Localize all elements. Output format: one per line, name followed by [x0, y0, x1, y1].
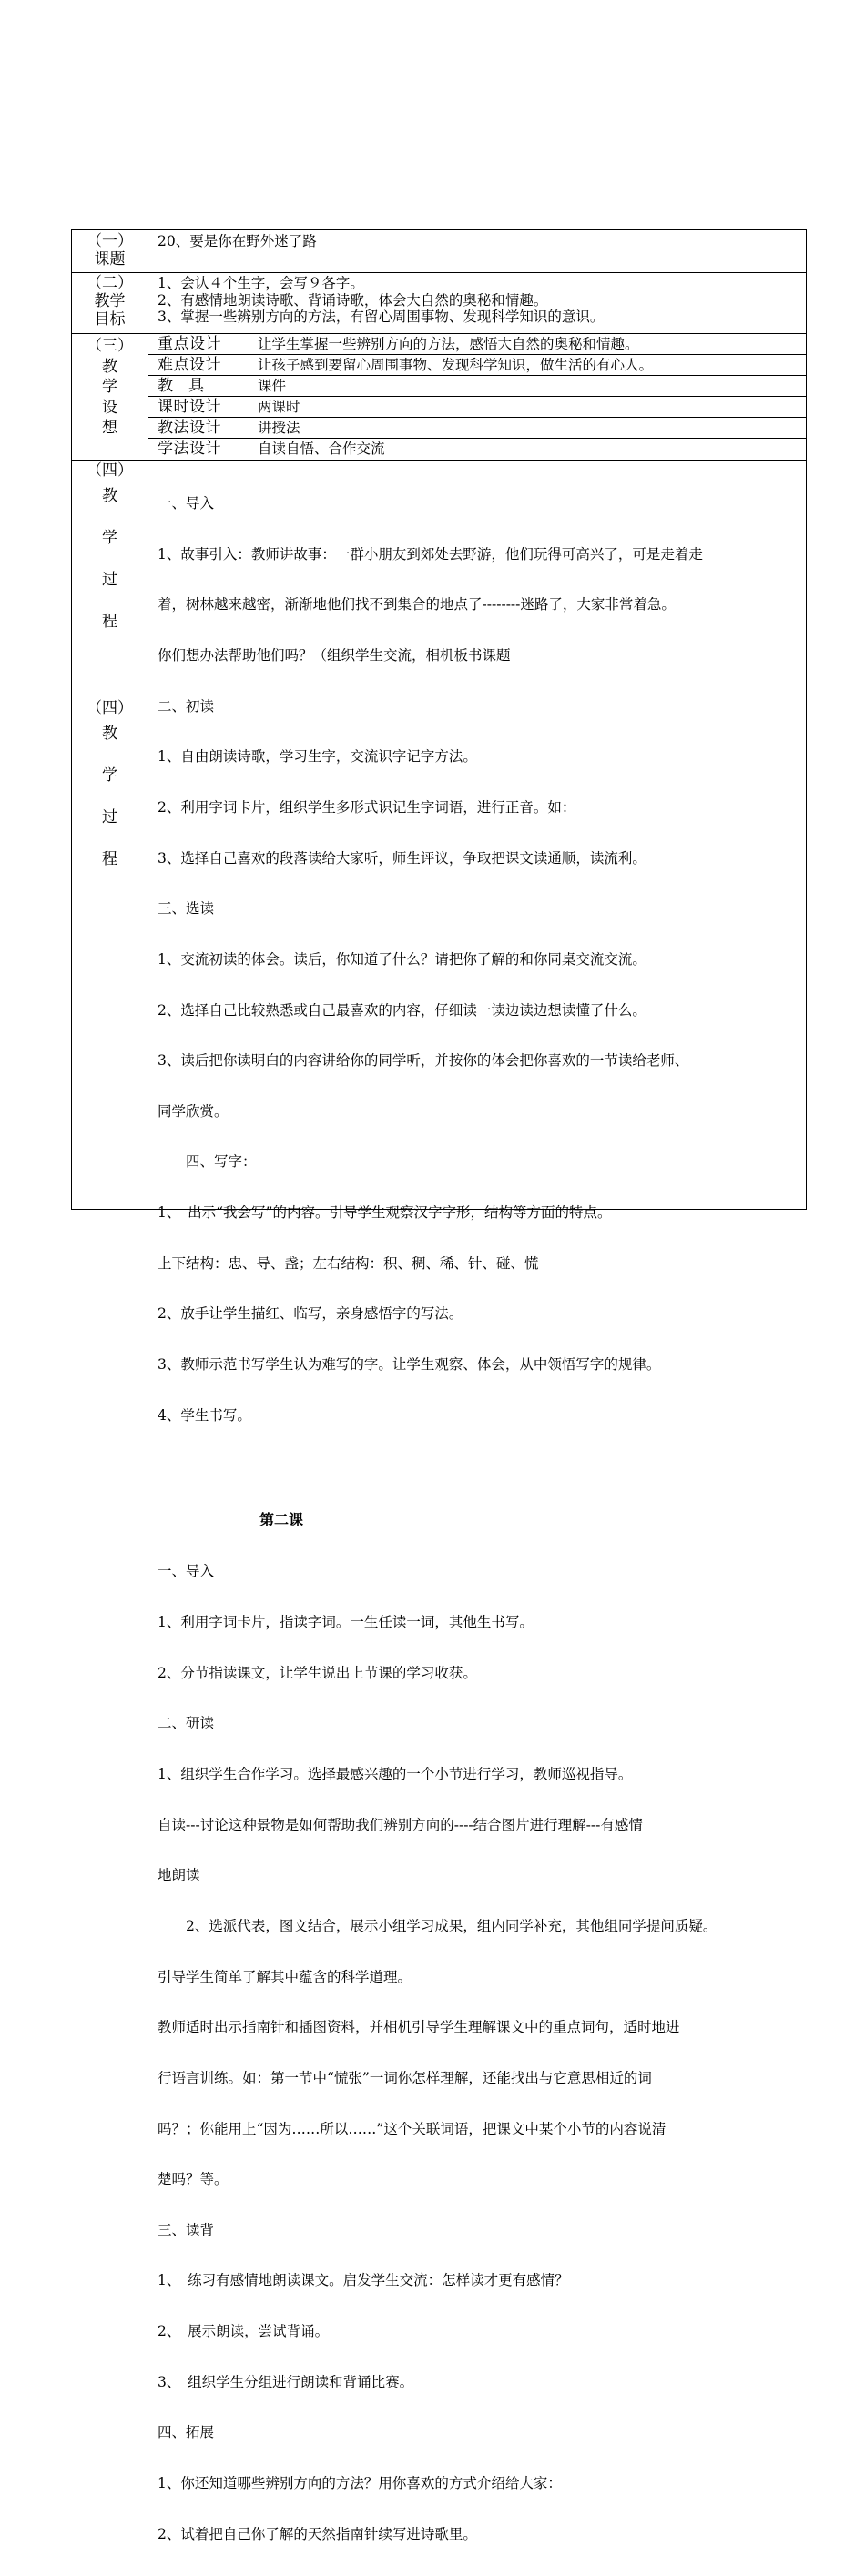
design-key: 教 具: [158, 377, 204, 395]
second-lesson-heading: 第二课: [158, 1511, 304, 1529]
label-line: 教: [102, 725, 117, 743]
teaching-process-body: [158, 461, 717, 2576]
process-line: 着，树林越来越密，渐渐地他们找不到集合的地点了--------迷路了，大家非常着急。: [158, 596, 676, 614]
section-3-label: [72, 336, 148, 439]
goal-line: 3、掌握一些辨别方向的方法，有留心周围事物、发现科学知识的意识。: [158, 309, 605, 326]
label-line: （四）: [86, 461, 133, 480]
process-line: 行语言训练。如：第一节中“慌张”一词你怎样理解，还能找出与它意思相近的词: [158, 2069, 652, 2086]
label-line: 教: [102, 487, 117, 505]
design-value: 让孩子感到要留心周围事物、发现科学知识，做生活的有心人。: [258, 357, 654, 373]
label-line: （三）: [86, 337, 133, 355]
process-line: 地朗读: [158, 1867, 200, 1884]
label-line: （二）: [86, 274, 133, 292]
label-line: 程: [102, 613, 117, 631]
section-2-label: [72, 274, 148, 329]
design-key: 课时设计: [158, 398, 221, 416]
process-line: 吗？；你能用上“因为……所以……”这个关联词语，把课文中某个小节的内容说清: [158, 2120, 667, 2137]
process-line: 四、拓展: [158, 2424, 215, 2441]
label-line: 设: [102, 398, 117, 417]
section-1-label: [72, 232, 148, 269]
section-4-label-b: [72, 699, 148, 868]
label-line: 想: [102, 419, 117, 437]
lesson-title: 20、要是你在野外迷了路: [158, 233, 317, 249]
process-line: 2、试着把自己你了解的天然指南针续写进诗歌里。: [158, 2525, 477, 2542]
label-line: 教学: [94, 292, 126, 310]
goal-line: 1、会认４个生字，会写９各字。: [158, 275, 364, 291]
process-line: 楚吗？等。: [158, 2171, 229, 2188]
label-line: 学: [102, 529, 117, 547]
label-line: 过: [102, 571, 117, 589]
process-line: 2、放手让学生描红、临写，亲身感悟字的写法。: [158, 1305, 463, 1323]
process-line: 2、分节指读课文，让学生说出上节课的学习收获。: [158, 1664, 477, 1681]
process-line: 3、 组织学生分组进行朗读和背诵比赛。: [158, 2373, 414, 2390]
process-line: 3、选择自己喜欢的段落读给大家听，师生评议，争取把课文读通顺，读流利。: [158, 849, 646, 867]
label-line: 学: [102, 378, 117, 396]
section-4-label-a: [72, 461, 148, 631]
label-line: （四）: [86, 699, 133, 717]
process-line: 2、选派代表，图文结合，展示小组学习成果，组内同学补充，其他组同学提问质疑。: [158, 1917, 717, 1934]
process-line: 1、利用字词卡片，指读字词。一生任读一词，其他生书写。: [158, 1614, 534, 1631]
process-line: 三、读背: [158, 2221, 215, 2238]
design-key: 重点设计: [158, 335, 221, 353]
label-line: （一）: [86, 232, 133, 250]
design-key: 教法设计: [158, 419, 221, 437]
design-key: 学法设计: [158, 440, 221, 458]
label-line: 教: [102, 357, 117, 376]
design-value: 两课时: [258, 399, 300, 415]
process-line: 一、导入: [158, 495, 215, 512]
label-line: 程: [102, 850, 117, 868]
divider-1: [72, 272, 806, 273]
process-line: 引导学生简单了解其中蕴含的科学道理。: [158, 1968, 412, 1985]
process-line: 三、选读: [158, 900, 215, 918]
process-line: 二、研读: [158, 1715, 215, 1732]
process-line: 3、读后把你读明白的内容讲给你的同学听，并按你的体会把你喜欢的一节读给老师、: [158, 1052, 689, 1070]
process-line: 1、 练习有感情地朗读课文。启发学生交流：怎样读才更有感情？: [158, 2272, 569, 2289]
process-line: 2、选择自己比较熟悉或自己最喜欢的内容，仔细读一读边读边想读懂了什么。: [158, 1001, 646, 1019]
process-line: 一、导入: [158, 1563, 215, 1580]
process-line: 上下结构：忠、导、盏；左右结构：积、稠、稀、针、碰、慌: [158, 1254, 539, 1272]
process-line: 同学欣赏。: [158, 1102, 229, 1120]
process-line: 1、 出示“我会写”的内容。引导学生观察汉字字形，结构等方面的特点。: [158, 1204, 612, 1222]
lesson-plan-table: [71, 229, 807, 2542]
process-line: 你们想办法帮助他们吗？（组织学生交流，相机板书课题: [158, 647, 511, 664]
process-line: 4、学生书写。: [158, 1406, 251, 1424]
label-line: 课题: [94, 250, 126, 269]
process-line: 1、交流初读的体会。读后，你知道了什么？请把你了解的和你同桌交流交流。: [158, 950, 646, 968]
goal-line: 2、有感情地朗读诗歌、背诵诗歌，体会大自然的奥秘和情趣。: [158, 291, 548, 309]
process-line: 1、组织学生合作学习。选择最感兴趣的一个小节进行学习，教师巡视指导。: [158, 1766, 633, 1783]
label-line: 过: [102, 808, 117, 827]
label-line: 目标: [94, 310, 126, 329]
process-line: 3、教师示范书写学生认为难写的字。让学生观察、体会，从中领悟写字的规律。: [158, 1355, 661, 1373]
design-key: 难点设计: [158, 356, 221, 374]
process-line: 自读---讨论这种景物是如何帮助我们辨别方向的----结合图片进行理解---有感情: [158, 1816, 643, 1833]
process-line: 2、 展示朗读，尝试背诵。: [158, 2323, 330, 2340]
process-line: 1、故事引入：教师讲故事：一群小朋友到郊处去野游，他们玩得可高兴了，可是走着走: [158, 545, 703, 563]
design-value: 让学生掌握一些辨别方向的方法，感悟大自然的奥秘和情趣。: [258, 336, 639, 352]
design-value: 课件: [258, 378, 287, 394]
process-line: 二、初读: [158, 697, 215, 715]
divider-3: [72, 460, 806, 461]
design-value: 自读自悟、合作交流: [258, 441, 385, 457]
label-line: 学: [102, 766, 117, 785]
process-line: 1、自由朗读诗歌，学习生字，交流识字记字方法。: [158, 748, 477, 766]
process-line: 2、利用字词卡片，组织学生多形式识记生字词语，进行正音。如：: [158, 798, 576, 816]
process-line: [158, 1457, 717, 1477]
design-value: 讲授法: [258, 420, 300, 436]
process-line: 四、写字：: [158, 1153, 257, 1171]
process-line: 1、你还知道哪些辨别方向的方法？用你喜欢的方式介绍给大家：: [158, 2474, 562, 2491]
process-line: 教师适时出示指南针和插图资料，并相机引导学生理解课文中的重点词句，适时地进: [158, 2019, 680, 2036]
